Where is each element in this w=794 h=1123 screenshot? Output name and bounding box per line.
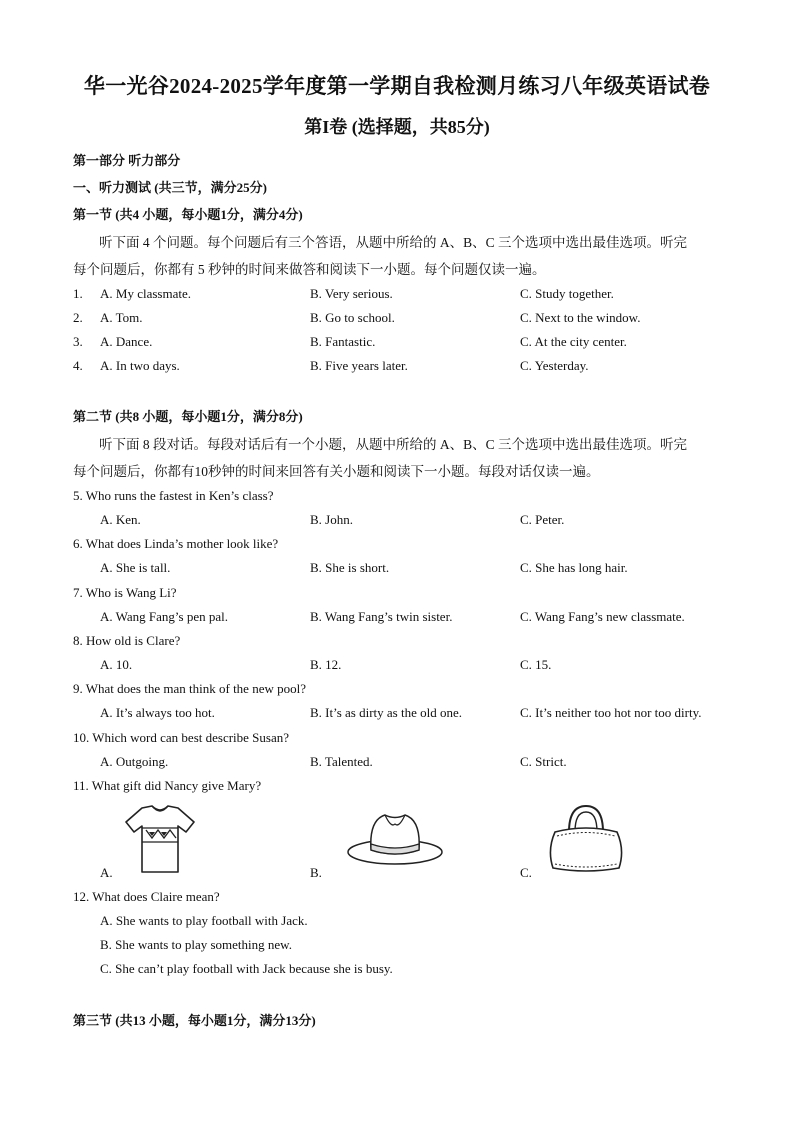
question-text: 9. What does the man think of the new pool? [73,681,306,696]
option-c: C. Yesterday. [520,358,589,373]
question-text: 5. Who runs the fastest in Ken’s class? [73,488,274,503]
option-c: C. It’s neither too hot nor too dirty. [520,705,702,720]
option-c: C. Study together. [520,286,614,301]
option-a: A. It’s always too hot. [100,705,215,720]
option-a: A. Tom. [100,310,143,325]
section-header: 一、听力测试 (共三节，满分25分) [73,180,267,195]
item-number: 1. [73,286,83,301]
option-c: C. [520,865,532,880]
page-subtitle: 第I卷 (选择题，共85分) [304,117,490,137]
sec2-header: 第二节 (共8 小题，每小题1分，满分8分) [73,409,303,424]
item-number: 2. [73,310,83,325]
option-c: C. Strict. [520,754,567,769]
option-b: B. John. [310,512,353,527]
option-b: B. It’s as dirty as the old one. [310,705,463,720]
item-number: 3. [73,334,83,349]
option-a: A. Wang Fang’s pen pal. [100,609,228,624]
question-text: 8. How old is Clare? [73,633,181,648]
sec1-instructions-line2: 每个问题后，你都有 5 秒钟的时间来做答和阅读下一小题。每个问题仅读一遍。 [73,262,546,277]
option-b: B. Fantastic. [310,334,376,349]
option-c: C. She has long hair. [520,560,628,575]
option-b: B. Go to school. [310,310,395,325]
option-a: A. Ken. [100,512,141,527]
option-b: B. Very serious. [310,286,393,301]
handbag-image [543,802,629,874]
option-c: C. Peter. [520,512,565,527]
option-a: A. My classmate. [100,286,191,301]
option-c: C. Next to the window. [520,310,641,325]
question-text: 7. Who is Wang Li? [73,585,177,600]
sec1-header: 第一节 (共4 小题，每小题1分，满分4分) [73,207,303,222]
item-number: 4. [73,358,83,373]
option-b: B. She is short. [310,560,390,575]
part-label: 第一部分 听力部分 [73,153,181,168]
option-a: A. Outgoing. [100,754,169,769]
option-b: B. [310,865,322,880]
option-a: A. 10. [100,657,133,672]
sec2-instructions-line1: 听下面 8 段对话。每段对话后有一个小题，从题中所给的 A、B、C 三个选项中选出最佳选项。听完 [99,437,688,452]
sec2-instructions-line2: 每个问题后，你都有10秒钟的时间来回答有关小题和阅读下一小题。每段对话仅读一遍。 [73,464,600,479]
option-b: B. Wang Fang’s twin sister. [310,609,453,624]
option-a: A. [100,865,113,880]
hat-image [345,810,445,868]
option-c: C. At the city center. [520,334,627,349]
question-text: 6. What does Linda’s mother look like? [73,536,279,551]
option-b: B. Five years later. [310,358,408,373]
option-a: A. She wants to play football with Jack. [100,913,308,928]
question-text: 11. What gift did Nancy give Mary? [73,778,262,793]
option-b: B. She wants to play something new. [100,937,292,952]
option-c: C. Wang Fang’s new classmate. [520,609,685,624]
option-b: B. 12. [310,657,342,672]
question-text: 12. What does Claire mean? [73,889,220,904]
option-c: C. 15. [520,657,552,672]
option-b: B. Talented. [310,754,373,769]
t-shirt-image [122,804,198,876]
option-a: A. She is tall. [100,560,171,575]
option-c: C. She can’t play football with Jack because she is busy. [100,961,393,976]
question-text: 10. Which word can best describe Susan? [73,730,290,745]
option-a: A. Dance. [100,334,153,349]
page-title: 华一光谷2024-2025学年度第一学期自我检测月练习八年级英语试卷 [83,74,711,98]
sec1-instructions-line1: 听下面 4 个问题。每个问题后有三个答语，从题中所给的 A、B、C 三个选项中选出最佳选项。听完 [99,235,688,250]
option-a: A. In two days. [100,358,180,373]
sec3-header: 第三节 (共13 小题，每小题1分，满分13分) [73,1013,316,1028]
